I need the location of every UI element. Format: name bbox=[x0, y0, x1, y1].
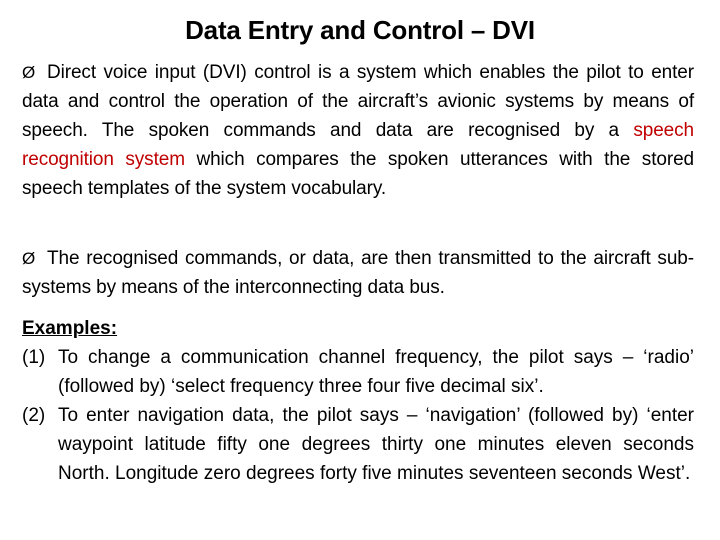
arrow-bullet-icon: Ø bbox=[22, 249, 36, 268]
paragraph-text-after: which compares the spoken utterances with the stored speech templates of the system vocabulary. bbox=[22, 149, 694, 199]
arrow-bullet-icon: Ø bbox=[22, 63, 36, 82]
example-text: To enter navigation data, the pilot says – ‘navigation’ (followed by) ‘enter waypoint latitude fifty one degrees thirty one minutes eleven seconds North. Longitude zero degrees forty five minutes seventeen seconds West’. bbox=[58, 405, 694, 484]
paragraph-text: The recognised commands, or data, are then transmitted to the aircraft sub-systems by means of the interconnecting data bus. bbox=[22, 248, 694, 298]
example-number: (1) bbox=[22, 347, 46, 368]
example-item bbox=[22, 401, 694, 488]
example-item bbox=[22, 343, 694, 401]
example-text: To change a communication channel frequency, the pilot says – ‘radio’ (followed by) ‘select frequency three four five decimal six’. bbox=[58, 347, 694, 397]
example-number: (2) bbox=[22, 405, 46, 426]
paragraph-dvi-description bbox=[22, 58, 694, 203]
examples-section bbox=[22, 314, 694, 488]
examples-heading: Examples: bbox=[22, 318, 118, 339]
paragraph-transmission bbox=[22, 244, 694, 302]
paragraph-text-before: Direct voice input (DVI) control is a system which enables the pilot to enter data and control the operation of the aircraft’s avionic systems by means of speech. The spoken commands and data are recognised by a bbox=[22, 62, 694, 141]
slide-title: Data Entry and Control – DVI bbox=[185, 15, 535, 45]
highlight-speech-recognition: speech recognition system bbox=[22, 120, 694, 170]
